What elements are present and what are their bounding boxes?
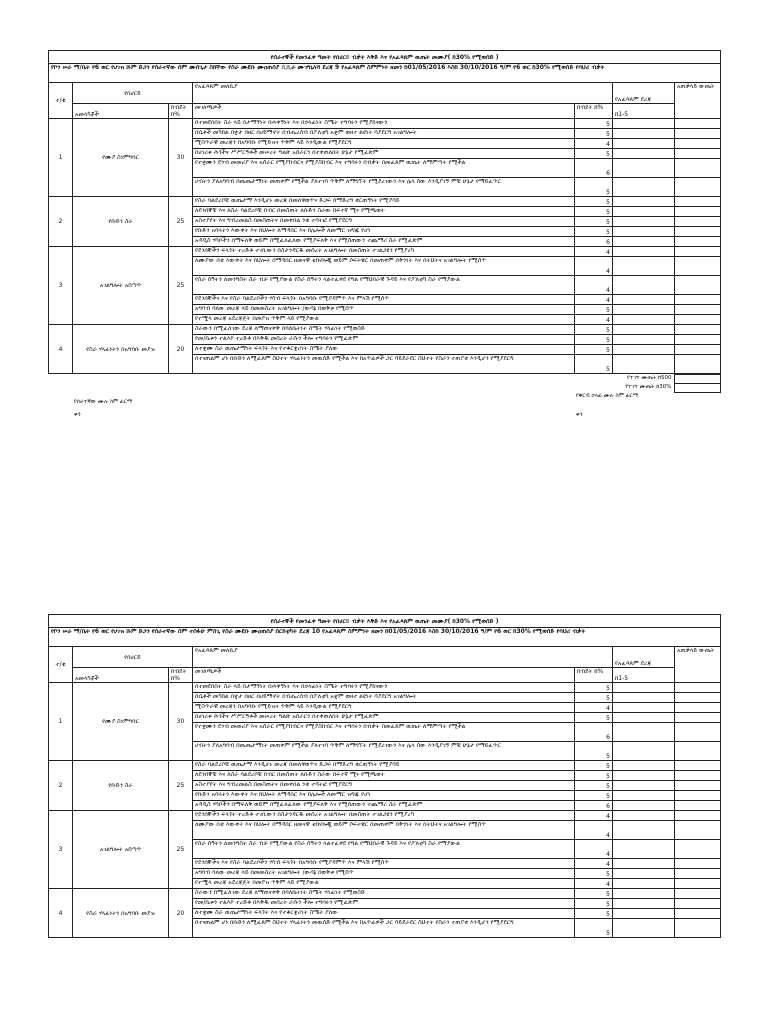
score-input[interactable] — [613, 811, 675, 821]
criteria-weight: 5 — [575, 693, 613, 703]
group-number: 4 — [49, 889, 73, 938]
col-no-header: ተ/ቁ — [49, 647, 73, 683]
col-attributes-header: አመላካቾች — [73, 668, 169, 683]
criteria-text: የተቋሙን ደንብ መመሪያ እና አሰራር የሚያከብርና የሚያስከብር እና ተግባሩን በብቃት በመፈጸም ዉጤት ለማምጣት የሚችል — [193, 723, 575, 742]
result-cell — [675, 889, 721, 899]
result-cell — [675, 693, 721, 703]
col-behavior-header: የበሀርይ — [73, 647, 193, 668]
result-cell — [675, 276, 721, 295]
group-number: 1 — [49, 683, 73, 761]
group-weight: 25 — [169, 761, 193, 811]
criteria-weight: 5 — [575, 345, 613, 355]
result-cell — [675, 295, 721, 305]
result-cell — [675, 801, 721, 811]
group-name: የቡድን ስራ — [73, 761, 169, 811]
supervisor-signature: የቅርብ ኃላፊ ሙሉ ስም ፊርማ — [576, 392, 638, 399]
criteria-weight: 5 — [575, 207, 613, 217]
group-number: 1 — [49, 119, 73, 197]
criteria-weight: 4 — [575, 139, 613, 149]
criteria-weight: 4 — [575, 811, 613, 821]
group-weight: 25 — [169, 247, 193, 325]
criteria-weight: 4 — [575, 315, 613, 325]
criteria-weight: 5 — [575, 335, 613, 345]
col-result-header: አጠቃላይ ውጤት — [675, 647, 721, 683]
score-input[interactable] — [613, 335, 675, 345]
criteria-weight: 6 — [575, 159, 613, 178]
result-cell — [675, 771, 721, 781]
col-weight2-header: ክብደት ከ% — [575, 104, 613, 119]
score-input[interactable] — [613, 315, 675, 325]
score-input[interactable] — [613, 909, 675, 919]
criteria-weight: 5 — [575, 305, 613, 315]
score-input[interactable] — [613, 869, 675, 879]
criteria-weight: 5 — [575, 761, 613, 771]
criteria-text: የስራ ባልደረቦቹ ዉጤታማ እንዲሆኑ መረጃ በመለዋወጥና ድጋፍ በማድረግ ቁርጠኝነት የሚያሳይ — [193, 197, 575, 207]
criteria-weight: 5 — [575, 149, 613, 159]
criteria-text: አግባብ ባለው መረጃ ላይ በመመስረት አገልግሎት /ውሳኔ በወቅቱ የሚሰጥ — [193, 305, 575, 315]
criteria-weight: 5 — [575, 355, 613, 374]
col-weight-header: ክብደት ከ% — [169, 104, 193, 119]
result-cell — [675, 178, 721, 197]
score-input[interactable] — [613, 801, 675, 811]
result-cell — [675, 821, 721, 840]
criteria-text: ለደንበኞቹ እና ለስራ ባልደረቦቹ ክብር በመስጠት ለቡድን ስራው ከፍተኛ ሚና የሚጫወት — [193, 207, 575, 217]
result-cell — [675, 859, 721, 869]
col-indicator-header: የአፈጻጸም መለኪያ — [193, 83, 613, 104]
criteria-weight: 5 — [575, 217, 613, 227]
result-cell — [675, 713, 721, 723]
criteria-text: በሀገሪቱ ሕጎችና ሥሥርዓቶች መሠረት ግልጽ አሰራርን በተቀጠለበት ሁኔታ የሚፈጽም — [193, 713, 575, 723]
col-level-header: የአፈጻጸም ደረጃ — [613, 647, 675, 668]
score-input[interactable] — [613, 119, 675, 129]
criteria-text: በተናጠልም ሆነ በቡድን ለሚፈጸም ስህተት ሃላፊነትን መዉሰድ የሚችል እና ከአጥፊዎች ጋር ሳይደራደር ስህተት የስራን ተጠያቂ እንዲሆን የሚያደርግ — [193, 355, 575, 374]
result-cell — [675, 247, 721, 257]
criteria-text: ስራውን በሚፈለገው ደረጃ ለማጠናቀቅ በባለቤትነት ስሜት ሃላፊነት የሚወስድ — [193, 325, 575, 335]
score-input[interactable] — [613, 771, 675, 781]
result-cell — [675, 315, 721, 325]
criteria-text: የተሟላ መረጃ አደረጃጀት በመያዝ ጥቅም ላይ የሚያውል — [193, 879, 575, 889]
score-input[interactable] — [613, 683, 675, 693]
criteria-text: ሚስጥራዊ መረጃን በአግባቡ የሚይዝና ጥቅም ላይ እንዲውል የሚያደርግ — [193, 139, 575, 149]
criteria-text: የደንበኞችና እና የስራ ባልደረቦችን ሃሳብ ፍላጎት በአግባቡ የሚያዳምጥ እና ምላሽ የሚሰጥ — [193, 859, 575, 869]
criteria-weight: 5 — [575, 869, 613, 879]
result-cell — [675, 355, 721, 374]
col-criteria-header: መገለጫዎች — [193, 668, 575, 683]
col-weight2-header: ክብደት ከ% — [575, 668, 613, 683]
score-input[interactable] — [613, 129, 675, 139]
employee-signature: የሰራተኛው ሙሉ ስም ፊርማ — [74, 398, 133, 405]
criteria-text: የተቋሙን ደንብ መመሪያ እና አሰራር የሚያከብርና የሚያስከብር እና ተግባሩን በብቃት በመፈጸም ዉጤት ለማምጣት የሚችል — [193, 159, 575, 178]
criteria-weight: 5 — [575, 889, 613, 899]
criteria-text: የስራ ሰዓትን ለመንግስት ስራ ብቻ የሚያውል የስራ ሰዓትን ላልተፈቀደ የግል የማህበራዊ ጉዳይ እና የፖለቲካ ስራ የማያውል — [193, 840, 575, 859]
criteria-weight: 5 — [575, 683, 613, 693]
score-input[interactable] — [613, 149, 675, 159]
criteria-weight: 5 — [575, 899, 613, 909]
group-weight: 25 — [169, 811, 193, 889]
result-cell — [675, 197, 721, 207]
result-cell — [675, 899, 721, 909]
criteria-text: ሚስጥራዊ መረጃን በአግባቡ የሚይዝና ጥቅም ላይ እንዲውል የሚያደርግ — [193, 703, 575, 713]
score-input[interactable] — [613, 295, 675, 305]
criteria-text: የደንበኞችን ፍላጎት ተረድቶ ተገቢውን በስታንዳርዱ መሰረት አገልግሎት በመስጠት ተገልጋዩን የሚያረካ — [193, 811, 575, 821]
score-input[interactable] — [613, 139, 675, 149]
criteria-text: የመ/ቤቱን ተልእኮ ተረድቶ በእቅዱ መሰረት ራሱን ችሎ ተግባሩን የሚፈጽም — [193, 899, 575, 909]
group-name: የስራ ሃላፊነትን በአግባቡ መያዝ — [73, 325, 169, 374]
score-input[interactable] — [613, 899, 675, 909]
criteria-text: አዳዲስ ሃሳቦችን በማፍለቅ ወይም በሚፈለፈለው የሚያፍለቅ እና የሚሰጠውን ተጨማሪ ስራ የሚፈጽም — [193, 801, 575, 811]
result-cell — [675, 703, 721, 713]
group-name: የሙያ ስነምግባር — [73, 683, 169, 761]
criteria-weight: 5 — [575, 713, 613, 723]
group-number: 2 — [49, 761, 73, 811]
criteria-text: ሀብትን ያለአግባብ በጤጤታማነት መጠቀም የሚችል ያለተገባ ጥቅም ለማግኘት የሚደረገውን እና ሌላ ሰው እንዲያገኝ ምቹ ሁኔታ የማይፈጥር — [193, 178, 575, 197]
score-input[interactable] — [613, 791, 675, 801]
criteria-text: በሴቶች መካከል በቋታ በዘር በሀይማኖት በብሔረሰብ በፖለቲካ አቋም ወዘተ ልዩነት ሳያደርግ አገልግሎት — [193, 693, 575, 703]
result-cell — [675, 217, 721, 227]
result-cell — [675, 305, 721, 315]
criteria-weight: 6 — [575, 237, 613, 247]
criteria-weight: 6 — [575, 723, 613, 742]
result-cell — [675, 257, 721, 276]
form-intro: የኮን ሠራ ማ/ቤት የ6 ወር የሀገዝ ሹም ድጋን የሰራተኛው ሰም ተሰፋሁ ምስጊ የስራ ሙደቡ ሙዐጠሰያ ሰርከቲካት ደረጃ 10 የአፈጻጸም ስምምነት ዘመን ከ01/05/2016 እስከ 30/10/2016 ዓ/ም የ6 ወር ከ30% የሚወሰድ የባህሪ ብቃት — [49, 628, 721, 647]
score-input[interactable] — [613, 325, 675, 335]
form-intro: የኮን ሠራ ማ/ቤት የ6 ወር የሀገዝ ሹም ድጋን የሰራተኛው ሰም ሙሰጊታ ስከቸው የስራ ሙደቡ ሙዐጠሰያ ሲሺራ ሙገግኒለሻ ደረጃ 9 የአፈጻጸም ስምምነት ዘመን ከ01/05/2016 እስከ 30/10/2016 ዓ/ም የ6 ወር ከ30% የሚወሰድ የባህሪ ብቃት — [49, 64, 721, 83]
result-cell — [675, 879, 721, 889]
criteria-text: አስተያየት እና ግብረመልስ በመስጠትና በመቀበል ንቁ ተሳትፎ የሚያደርግ — [193, 781, 575, 791]
criteria-weight: 5 — [575, 781, 613, 791]
result-cell — [675, 919, 721, 938]
score-input[interactable] — [613, 178, 675, 197]
score-input[interactable] — [613, 889, 675, 899]
employee-date: ቀን — [74, 411, 81, 418]
score-input[interactable] — [613, 197, 675, 207]
group-number: 4 — [49, 325, 73, 374]
group-weight: 20 — [169, 325, 193, 374]
criteria-text: ሀብትን ያለአግባብ በጤጤታማነት መጠቀም የሚችል ያለተገባ ጥቅም ለማግኘት የሚደረገውን እና ሌላ ሰው እንዲያገኝ ምቹ ሁኔታ የማይፈጥር — [193, 742, 575, 761]
criteria-weight: 4 — [575, 840, 613, 859]
score-input[interactable] — [613, 703, 675, 713]
evaluation-table — [48, 614, 721, 938]
score-input[interactable] — [613, 276, 675, 295]
total-30-label: የተገኘ ሙጤት ከ30% — [625, 383, 672, 390]
evaluation-sheet-2 — [48, 614, 720, 938]
score-input[interactable] — [613, 237, 675, 247]
criteria-row — [49, 889, 721, 899]
result-cell — [675, 325, 721, 335]
criteria-text: የቡድን አባላትን እውቀት እና ክህሎት ለማዳበር እና ክሌሎች ለመማር ዝግጁ የሆነ — [193, 791, 575, 801]
form-title: የሰራተኞች የመንፈቀ ዓመት የበሀርይ ብቃት እቅድ እና የአፈጻጸም ዉጤት መሙያ( ከ30% የሚወሰድ ) — [49, 615, 721, 628]
criteria-weight: 5 — [575, 771, 613, 781]
col-attributes-header: አመላካቾች — [73, 104, 169, 119]
group-name: የስራ ሃላፊነትን በአግባቡ መያዝ — [73, 889, 169, 938]
criteria-text: በሀገሪቱ ሕጎችና ሥሥርዓቶች መሠረት ግልጽ አሰራርን በተቀጠለበት ሁኔታ የሚፈጽም — [193, 149, 575, 159]
criteria-text: የስራ ሰዓትን ለመንግስት ስራ ብቻ የሚያውል የስራ ሰዓትን ላልተፈቀደ የግል የማህበራዊ ጉዳይ እና የፖለቲካ ስራ የማያውል — [193, 276, 575, 295]
group-name: የሙያ ስነምግባር — [73, 119, 169, 197]
score-input[interactable] — [613, 345, 675, 355]
criteria-text: የቡድን አባላትን እውቀት እና ክህሎት ለማዳበር እና ክሌሎች ለመማር ዝግጁ የሆነ — [193, 227, 575, 237]
criteria-text: የስራ ባልደረቦቹ ዉጤታማ እንዲሆኑ መረጃ በመለዋወጥና ድጋፍ በማድረግ ቁርጠኝነት የሚያሳይ — [193, 761, 575, 771]
col-scale-header: ከ1-5 — [613, 104, 675, 119]
criteria-weight: 4 — [575, 703, 613, 713]
criteria-text: በተመደበበት ስራ ላይ በታማኝነት በሐቀኝነት እና በኃላፊነት ስሜት ተግባሩን የሚያከናውን — [193, 683, 575, 693]
score-input[interactable] — [613, 723, 675, 742]
score-input[interactable] — [613, 159, 675, 178]
result-cell — [675, 742, 721, 761]
criteria-text: በሴቶች መካከል በቋታ በዘር በሀይማኖት በብሔረሰብ በፖለቲካ አቋም ወዘተ ልዩነት ሳያደርግ አገልግሎት — [193, 129, 575, 139]
criteria-weight: 5 — [575, 227, 613, 237]
criteria-text: ለሙያው በቂ እውቀት እና ክህሎት በማዳበር ዘመናዊ ቴክኖሎጂ ወይም ሶፍትዌር በመጠቀም በቅንነት እና በትህትና አገልግሎት የሚሰጥ — [193, 257, 575, 276]
col-weight-header: ክብደት ከ% — [169, 668, 193, 683]
score-input[interactable] — [613, 821, 675, 840]
score-input[interactable] — [613, 693, 675, 703]
form-title: የሰራተኞች የመንፈቀ ዓመት የበሀርይ ብቃት እቅድ እና የአፈጻጸም ዉጤት መሙያ( ከ30% የሚወሰድ ) — [49, 51, 721, 64]
group-name: የቡድን ስራ — [73, 197, 169, 247]
score-input[interactable] — [613, 781, 675, 791]
criteria-row — [49, 119, 721, 129]
group-name: አገልግሎት አሰጣጥ — [73, 247, 169, 325]
criteria-weight: 6 — [575, 801, 613, 811]
criteria-weight: 5 — [575, 742, 613, 761]
score-input[interactable] — [613, 305, 675, 315]
group-number: 3 — [49, 247, 73, 325]
score-input[interactable] — [613, 207, 675, 217]
group-name: አገልግሎት አሰጣጥ — [73, 811, 169, 889]
group-number: 3 — [49, 811, 73, 889]
col-criteria-header: መገለጫዎች — [193, 104, 575, 119]
group-number: 2 — [49, 197, 73, 247]
result-cell — [675, 869, 721, 879]
criteria-text: የደንበኞችና እና የስራ ባልደረቦችን ሃሳብ ፍላጎት በአግባቡ የሚያዳምጥ እና ምላሽ የሚሰጥ — [193, 295, 575, 305]
criteria-weight: 5 — [575, 129, 613, 139]
criteria-weight: 4 — [575, 879, 613, 889]
result-cell — [675, 139, 721, 149]
result-cell — [675, 335, 721, 345]
score-input[interactable] — [613, 227, 675, 237]
result-cell — [675, 119, 721, 129]
criteria-text: ለተቋሙ ስራ ዉጤታማነት ፍላጎት እና የተቆርቋሪነት ስሜት ያለው — [193, 345, 575, 355]
score-input[interactable] — [613, 742, 675, 761]
criteria-weight: 5 — [575, 197, 613, 207]
result-cell — [675, 149, 721, 159]
criteria-text: አስተያየት እና ግብረመልስ በመስጠትና በመቀበል ንቁ ተሳትፎ የሚያደርግ — [193, 217, 575, 227]
result-cell — [675, 909, 721, 919]
criteria-text: አግባብ ባለው መረጃ ላይ በመመስረት አገልግሎት /ውሳኔ በወቅቱ የሚሰጥ — [193, 869, 575, 879]
criteria-weight: 5 — [575, 791, 613, 801]
criteria-text: የተሟላ መረጃ አደረጃጀት በመያዝ ጥቅም ላይ የሚያውል — [193, 315, 575, 325]
supervisor-date: ቀን — [576, 411, 583, 418]
evaluation-table — [48, 50, 721, 374]
criteria-text: ለደንበኞቹ እና ለስራ ባልደረቦቹ ክብር በመስጠት ለቡድን ስራው ከፍተኛ ሚና የሚጫወት — [193, 771, 575, 781]
criteria-text: ለተቋሙ ስራ ዉጤታማነት ፍላጎት እና የተቆርቋሪነት ስሜት ያለው — [193, 909, 575, 919]
score-input[interactable] — [613, 879, 675, 889]
group-weight: 30 — [169, 683, 193, 761]
criteria-weight: 4 — [575, 821, 613, 840]
score-input[interactable] — [613, 713, 675, 723]
evaluation-sheet-1 — [48, 50, 720, 419]
score-input[interactable] — [613, 859, 675, 869]
score-input[interactable] — [613, 840, 675, 859]
criteria-weight: 4 — [575, 295, 613, 305]
criteria-row — [49, 247, 721, 257]
col-indicator-header: የአፈጻጸም መለኪያ — [193, 647, 613, 668]
result-cell — [675, 345, 721, 355]
criteria-text: የደንበኞችን ፍላጎት ተረድቶ ተገቢውን በስታንዳርዱ መሰረት አገልግሎት በመስጠት ተገልጋዩን የሚያረካ — [193, 247, 575, 257]
criteria-text: ስራውን በሚፈለገው ደረጃ ለማጠናቀቅ በባለቤትነት ስሜት ሃላፊነት የሚወስድ — [193, 889, 575, 899]
criteria-weight: 4 — [575, 247, 613, 257]
col-scale-header: ከ1-5 — [613, 668, 675, 683]
criteria-weight: 4 — [575, 276, 613, 295]
criteria-text: በተናጠልም ሆነ በቡድን ለሚፈጸም ስህተት ሃላፊነትን መዉሰድ የሚችል እና ከአጥፊዎች ጋር ሳይደራደር ስህተት የስራን ተጠያቂ እንዲሆን የሚያደርግ — [193, 919, 575, 938]
score-input[interactable] — [613, 355, 675, 374]
group-weight: 30 — [169, 119, 193, 197]
criteria-weight: 5 — [575, 119, 613, 129]
col-behavior-header: የበሀርይ — [73, 83, 193, 104]
criteria-text: ለሙያው በቂ እውቀት እና ክህሎት በማዳበር ዘመናዊ ቴክኖሎጂ ወይም ሶፍትዌር በመጠቀም በቅንነት እና በትህትና አገልግሎት የሚሰጥ — [193, 821, 575, 840]
criteria-weight: 5 — [575, 178, 613, 197]
result-cell — [675, 791, 721, 801]
col-result-header: አጠቃላይ ውጤት — [675, 83, 721, 119]
col-level-header: የአፈጻጸም ደረጃ — [613, 83, 675, 104]
criteria-weight: 4 — [575, 257, 613, 276]
result-cell — [675, 811, 721, 821]
group-weight: 20 — [169, 889, 193, 938]
criteria-weight: 5 — [575, 325, 613, 335]
group-weight: 25 — [169, 197, 193, 247]
result-cell — [675, 723, 721, 742]
result-cell — [675, 237, 721, 247]
criteria-row — [49, 197, 721, 207]
result-cell — [675, 683, 721, 693]
score-input[interactable] — [613, 217, 675, 227]
col-no-header: ተ/ቁ — [49, 83, 73, 119]
signature-footer — [48, 374, 721, 419]
result-cell — [675, 761, 721, 771]
total-500-value[interactable] — [674, 375, 720, 384]
criteria-weight: 4 — [575, 859, 613, 869]
criteria-weight: 5 — [575, 919, 613, 938]
criteria-row — [49, 761, 721, 771]
criteria-row — [49, 811, 721, 821]
score-input[interactable] — [613, 257, 675, 276]
result-cell — [675, 840, 721, 859]
score-input[interactable] — [613, 761, 675, 771]
score-input[interactable] — [613, 247, 675, 257]
result-cell — [675, 781, 721, 791]
total-500-label: የተገኘ ሙጤት ከ500 — [627, 374, 672, 381]
criteria-text: በተመደበበት ስራ ላይ በታማኝነት በሐቀኝነት እና በኃላፊነት ስሜት ተግባሩን የሚያከናውን — [193, 119, 575, 129]
criteria-text: አዳዲስ ሃሳቦችን በማፍለቅ ወይም በሚፈለፈለው የሚያፍለቅ እና የሚሰጠውን ተጨማሪ ስራ የሚፈጽም — [193, 237, 575, 247]
criteria-weight: 5 — [575, 909, 613, 919]
criteria-text: የመ/ቤቱን ተልእኮ ተረድቶ በእቅዱ መሰረት ራሱን ችሎ ተግባሩን የሚፈጽም — [193, 335, 575, 345]
total-30-value[interactable] — [674, 384, 720, 393]
result-cell — [675, 207, 721, 217]
criteria-row — [49, 325, 721, 335]
result-cell — [675, 159, 721, 178]
result-cell — [675, 227, 721, 237]
criteria-row — [49, 683, 721, 693]
score-input[interactable] — [613, 919, 675, 938]
result-cell — [675, 129, 721, 139]
